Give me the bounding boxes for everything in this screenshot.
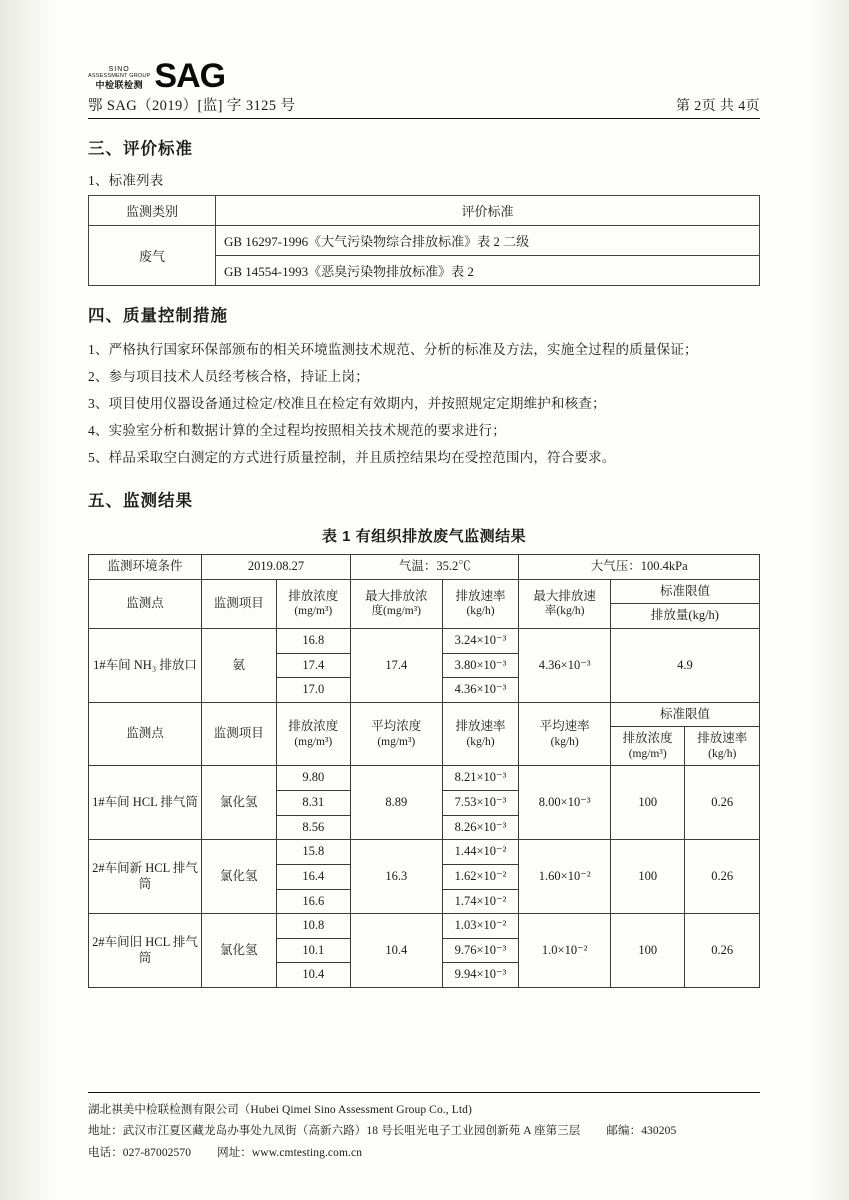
- footer-contact-row: [88, 1143, 760, 1164]
- document-header-row: [88, 94, 760, 119]
- cell-limit-rate: 0.26: [685, 840, 760, 914]
- header-monitor-item-2: 监测项目: [202, 702, 277, 766]
- cell-conc-value: 10.1: [276, 938, 351, 963]
- list-item: 2、参与项目技术人员经考核合格，持证上岗；: [88, 369, 369, 384]
- cell-limit-value: 4.9: [610, 628, 759, 702]
- header-emission-concentration-text: 排放浓度: [288, 588, 339, 603]
- header-max-rate: [519, 579, 610, 628]
- header-emission-concentration-unit: (mg/m³): [294, 605, 333, 618]
- cell-rate-value: 3.24×10⁻³: [442, 628, 519, 653]
- list-item: 5、样品采取空白测定的方式进行质量控制，并且质控结果均在受控范围内，符合要求。: [88, 450, 616, 465]
- cell-avg-conc: 10.4: [351, 914, 442, 988]
- monitoring-results-table: [88, 554, 760, 988]
- cell-limit-conc: 100: [610, 766, 685, 840]
- logo-line-cn: 中检联检测: [95, 79, 143, 90]
- header-standard-limit-2: 标准限值: [610, 702, 759, 727]
- cell-limit-conc: 100: [610, 914, 685, 988]
- footer-postcode: 邮编：430205: [606, 1125, 677, 1138]
- cell-rate-value: 1.62×10⁻²: [442, 864, 519, 889]
- table-row: [89, 840, 760, 865]
- list-item: 4、实验室分析和数据计算的全过程均按照相关技术规范的要求进行；: [88, 423, 506, 438]
- quality-control-list: [88, 336, 760, 471]
- cell-conc-value: 15.8: [276, 840, 351, 865]
- cell-monitor-date: 2019.08.27: [202, 555, 351, 580]
- header-evaluation-standard: 评价标准: [216, 196, 760, 226]
- header-max-concentration-unit: 度(mg/m³): [371, 605, 422, 618]
- cell-limit-rate: 0.26: [685, 914, 760, 988]
- list-item: 3、项目使用仪器设备通过检定/校准且在检定有效期内，并按照规定定期维护和核查；: [88, 396, 606, 411]
- section-heading-monitoring-results: 五、监测结果: [88, 492, 193, 510]
- header-max-concentration-text: 最大排放浓: [365, 588, 428, 603]
- page-footer: [88, 1092, 760, 1164]
- header-monitor-point: 监测点: [89, 579, 202, 628]
- footer-telephone: 电话：027-87002570: [88, 1146, 192, 1159]
- header-emission-rate-unit: (kg/h): [466, 605, 495, 618]
- header-limit-concentration-text: 排放浓度: [622, 731, 673, 746]
- footer-address-row: [88, 1121, 760, 1142]
- header-monitor-point-2: 监测点: [89, 702, 202, 766]
- scan-edge-left: [0, 0, 56, 1200]
- cell-rate-value: 8.21×10⁻³: [442, 766, 519, 791]
- header-standard-limit: 标准限值: [610, 579, 759, 604]
- cell-point-hcl-1: 1#车间 HCL 排气筒: [89, 766, 202, 840]
- cell-conc-value: 16.6: [276, 889, 351, 914]
- table-row: [89, 766, 760, 791]
- scan-edge-right: [809, 0, 849, 1200]
- header-limit-concentration-unit: (mg/m³): [628, 748, 667, 760]
- company-logo: [88, 50, 760, 96]
- header-emission-concentration-2-text: 排放浓度: [288, 719, 339, 734]
- page-number: 第 2页 共 4页: [675, 99, 760, 114]
- results-table-title: 表 1 有组织排放废气监测结果: [321, 528, 527, 545]
- cell-item-hcl-3: 氯化氢: [202, 914, 277, 988]
- cell-point-hcl-2: 2#车间新 HCL 排气筒: [89, 840, 202, 914]
- cell-rate-value: 9.94×10⁻³: [442, 963, 519, 988]
- header-average-rate-unit: (kg/h): [550, 735, 579, 748]
- page-content: [88, 50, 760, 988]
- header-max-rate-text: 最大排放速: [533, 588, 596, 603]
- cell-rate-value: 9.76×10⁻³: [442, 938, 519, 963]
- cell-conc-value: 10.8: [276, 914, 351, 939]
- footer-address: 地址：武汉市江夏区藏龙岛办事处九凤街（高新六路）18 号长咀光电子工业园创新苑 A 座第三层: [88, 1125, 581, 1138]
- cell-conc-value: 8.31: [276, 791, 351, 816]
- header-average-concentration-text: 平均浓度: [371, 719, 422, 734]
- cell-avg-conc: 16.3: [351, 840, 442, 914]
- cell-avg-rate: 1.60×10⁻²: [519, 840, 610, 914]
- header-limit-rate: [685, 727, 760, 766]
- cell-item-ammonia: 氨: [202, 628, 277, 702]
- cell-max-rate: 4.36×10⁻³: [519, 628, 610, 702]
- cell-conc-value: 8.56: [276, 815, 351, 840]
- cell-standard-1: GB 16297-1996《大气污染物综合排放标准》表 2 二级: [216, 226, 760, 256]
- cell-rate-value: 1.44×10⁻²: [442, 840, 519, 865]
- cell-temperature: 气温：35.2℃: [351, 555, 519, 580]
- cell-avg-rate: 1.0×10⁻²: [519, 914, 610, 988]
- logo-sag-text: SAG: [154, 57, 226, 96]
- cell-conc-value: 16.4: [276, 864, 351, 889]
- cell-rate-value: 4.36×10⁻³: [442, 678, 519, 703]
- header-limit-concentration: [610, 727, 685, 766]
- cell-conc-value: 17.4: [276, 653, 351, 678]
- cell-point-hcl-3: 2#车间旧 HCL 排气筒: [89, 914, 202, 988]
- header-emission-rate-2-text: 排放速率: [455, 719, 506, 734]
- footer-website: 网址：www.cmtesting.com.cn: [217, 1146, 363, 1159]
- cell-avg-rate: 8.00×10⁻³: [519, 766, 610, 840]
- cell-conc-value: 9.80: [276, 766, 351, 791]
- header-emission-concentration-2: [276, 702, 351, 766]
- header-emission-rate-2-unit: (kg/h): [466, 735, 495, 748]
- cell-item-hcl-1: 氯化氢: [202, 766, 277, 840]
- cell-rate-value: 8.26×10⁻³: [442, 815, 519, 840]
- header-monitor-category: 监测类别: [89, 196, 216, 226]
- cell-max-conc: 17.4: [351, 628, 442, 702]
- header-emission-rate-2: [442, 702, 519, 766]
- cell-pressure: 大气压：100.4kPa: [519, 555, 760, 580]
- header-max-concentration: [351, 579, 442, 628]
- cell-rate-value: 3.80×10⁻³: [442, 653, 519, 678]
- header-standard-limit-emission: 排放量(kg/h): [610, 604, 759, 629]
- cell-conc-value: 10.4: [276, 963, 351, 988]
- table-row: [89, 226, 760, 256]
- document-number: 鄂 SAG（2019）[监] 字 3125 号: [88, 98, 296, 114]
- header-max-rate-unit: 率(kg/h): [544, 605, 585, 618]
- table-row: [89, 914, 760, 939]
- table-header-row: [89, 196, 760, 226]
- cell-avg-conc: 8.89: [351, 766, 442, 840]
- header-limit-rate-text: 排放速率: [697, 731, 748, 746]
- header-emission-rate: [442, 579, 519, 628]
- block2-header-row: [89, 702, 760, 727]
- header-average-rate-text: 平均速率: [539, 719, 590, 734]
- label-environment-conditions: 监测环境条件: [89, 555, 202, 580]
- header-emission-rate-text: 排放速率: [455, 588, 506, 603]
- cell-limit-conc: 100: [610, 840, 685, 914]
- header-limit-rate-unit: (kg/h): [708, 748, 737, 760]
- cell-rate-value: 1.74×10⁻²: [442, 889, 519, 914]
- logo-line-group: ASSESSMENT GROUP: [88, 72, 151, 79]
- block1-header-row: [89, 579, 760, 604]
- header-average-rate: [519, 702, 610, 766]
- environment-conditions-row: [89, 555, 760, 580]
- logo-chinese-block: [88, 66, 150, 92]
- standards-table: [88, 195, 760, 286]
- cell-standard-2: GB 14554-1993《恶臭污染物排放标准》表 2: [216, 256, 760, 286]
- cell-point-nh3: 1#车间 NH₃ 排放口: [89, 628, 202, 702]
- cell-item-hcl-2: 氯化氢: [202, 840, 277, 914]
- subsection-label-standard-list: 1、标准列表: [88, 173, 164, 188]
- section-heading-evaluation-standards: 三、评价标准: [88, 140, 193, 158]
- section-heading-quality-control: 四、质量控制措施: [88, 307, 228, 325]
- cell-limit-rate: 0.26: [685, 766, 760, 840]
- table-row: [89, 628, 760, 653]
- header-monitor-item: 监测项目: [202, 579, 277, 628]
- list-item: 1、严格执行国家环保部颁布的相关环境监测技术规范、分析的标准及方法，实施全过程的质量保证；: [88, 342, 698, 357]
- header-emission-concentration-2-unit: (mg/m³): [294, 735, 333, 748]
- header-average-concentration: [351, 702, 442, 766]
- cell-rate-value: 1.03×10⁻²: [442, 914, 519, 939]
- cell-category-waste-gas: 废气: [89, 226, 216, 286]
- header-emission-concentration: [276, 579, 351, 628]
- header-average-concentration-unit: (mg/m³): [377, 735, 416, 748]
- logo-line-sino: SINO: [108, 66, 130, 74]
- cell-rate-value: 7.53×10⁻³: [442, 791, 519, 816]
- footer-company: 湖北祺美中检联检测有限公司（Hubei Qimei Sino Assessment Group Co., Ltd): [88, 1104, 472, 1116]
- cell-conc-value: 17.0: [276, 678, 351, 703]
- cell-conc-value: 16.8: [276, 628, 351, 653]
